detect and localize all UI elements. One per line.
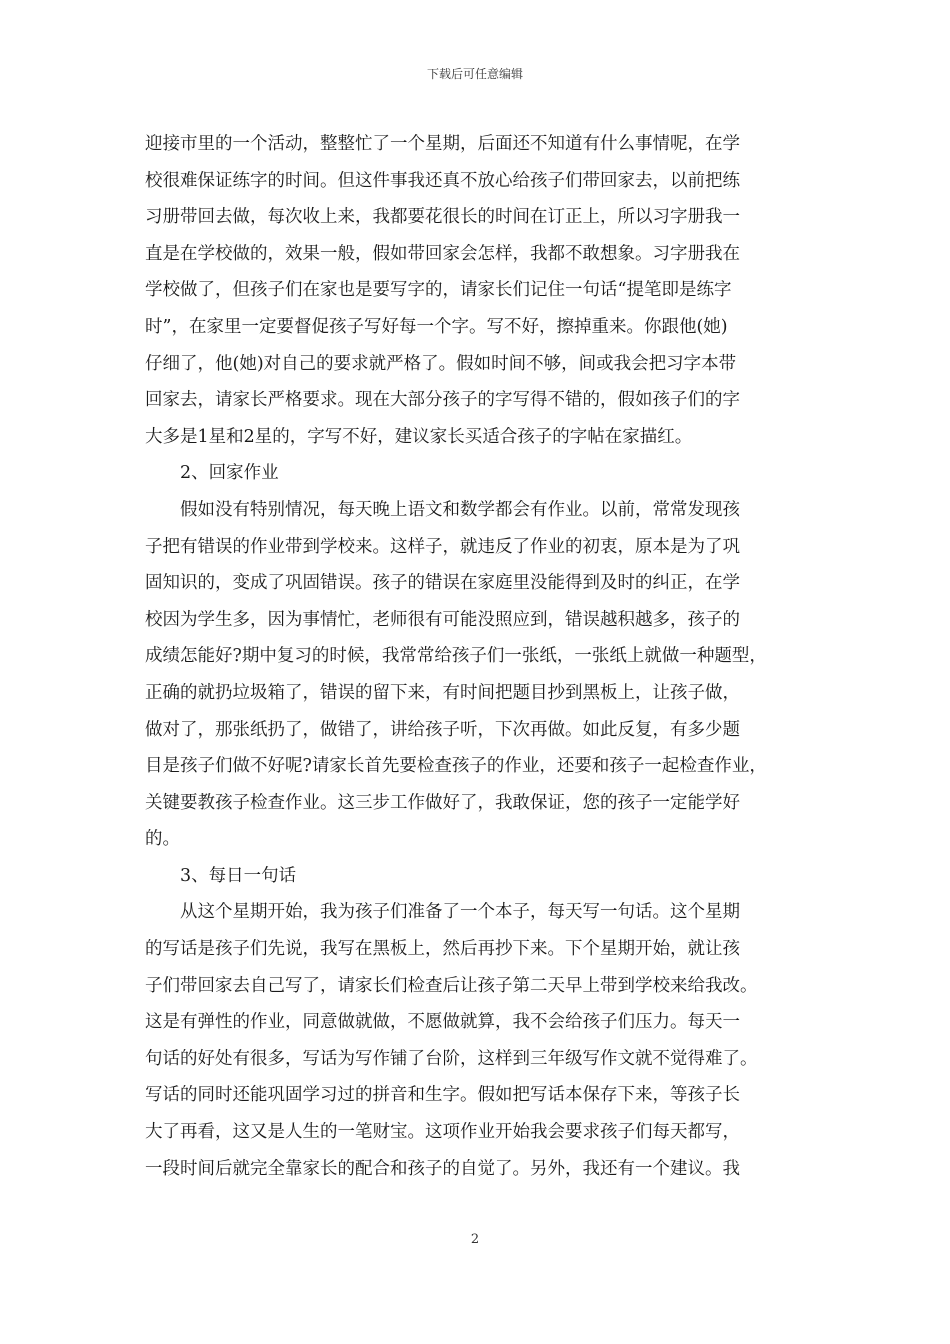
text-line: 校很难保证练字的时间。但这件事我还真不放心给孩子们带回家去，以前把练 xyxy=(145,170,740,191)
text-line: 学校做了，但孩子们在家也是要写字的，请家长们记住一句话“提笔即是练字 xyxy=(145,280,732,301)
text-line: 做对了，那张纸扔了，做错了，讲给孩子听，下次再做。如此反复，有多少题 xyxy=(145,719,740,740)
text-line: 假如没有特别情况，每天晚上语文和数学都会有作业。以前，常常发现孩 xyxy=(180,499,740,520)
text-line: 目是孩子们做不好呢?请家长首先要检查孩子的作业，还要和孩子一起检查作业， xyxy=(145,756,767,777)
text-line: 正确的就扔垃圾箱了，错误的留下来，有时间把题目抄到黑板上，让孩子做， xyxy=(145,682,740,703)
text-line: 回家去，请家长严格要求。现在大部分孩子的字写得不错的，假如孩子们的字 xyxy=(145,390,740,411)
text-line: 句话的好处有很多，写话为写作铺了台阶，这样到三年级写作文就不觉得难了。 xyxy=(145,1048,758,1069)
paragraph-1 xyxy=(145,126,805,455)
text-line: 仔细了，他(她)对自己的要求就严格了。假如时间不够，间或我会把习字本带 xyxy=(145,353,737,374)
page-number: 2 xyxy=(470,1232,480,1247)
text-line: 时”，在家里一定要督促孩子写好每一个字。写不好，擦掉重来。你跟他(她) xyxy=(145,316,728,337)
text-line: 一段时间后就完全靠家长的配合和孩子的自觉了。另外，我还有一个建议。我 xyxy=(145,1158,740,1179)
text-line: 写话的同时还能巩固学习过的拼音和生字。假如把写话本保存下来，等孩子长 xyxy=(145,1085,740,1106)
text-line: 直是在学校做的，效果一般，假如带回家会怎样，我都不敢想象。习字册我在 xyxy=(145,243,740,264)
text-line: 关键要教孩子检查作业。这三步工作做好了，我敢保证，您的孩子一定能学好 xyxy=(145,792,740,813)
text-line: 成绩怎能好?期中复习的时候，我常常给孩子们一张纸，一张纸上就做一种题型， xyxy=(145,646,767,667)
text-line: 子们带回家去自己写了，请家长们检查后让孩子第二天早上带到学校来给我改。 xyxy=(145,975,758,996)
text-line: 子把有错误的作业带到学校来。这样子，就违反了作业的初衷，原本是为了巩 xyxy=(145,536,740,557)
text-line: 大多是1星和2星的，字写不好，建议家长买适合孩子的字帖在家描红。 xyxy=(145,426,693,447)
text-line: 习册带回去做，每次收上来，我都要花很长的时间在订正上，所以习字册我一 xyxy=(145,207,740,228)
page-header: 下载后可任意编辑 xyxy=(426,67,523,81)
text-line: 的。 xyxy=(145,829,180,850)
text-line: 的写话是孩子们先说，我写在黑板上，然后再抄下来。下个星期开始，就让孩 xyxy=(145,939,740,960)
paragraph-2 xyxy=(145,492,805,858)
section-heading-daily-sentence: 3、每日一句话 xyxy=(180,865,297,886)
text-line: 固知识的，变成了巩固错误。孩子的错误在家庭里没能得到及时的纠正，在学 xyxy=(145,573,740,594)
paragraph-3 xyxy=(145,894,805,1187)
text-line: 校因为学生多，因为事情忙，老师很有可能没照应到，错误越积越多，孩子的 xyxy=(145,609,740,630)
text-line: 从这个星期开始，我为孩子们准备了一个本子，每天写一句话。这个星期 xyxy=(180,902,740,923)
text-line: 大了再看，这又是人生的一笔财宝。这项作业开始我会要求孩子们每天都写， xyxy=(145,1122,740,1143)
document-body xyxy=(145,126,805,1187)
section-heading-homework: 2、回家作业 xyxy=(180,463,279,484)
text-line: 这是有弹性的作业，同意做就做，不愿做就算，我不会给孩子们压力。每天一 xyxy=(145,1012,740,1033)
text-line: 迎接市里的一个活动，整整忙了一个星期，后面还不知道有什么事情呢，在学 xyxy=(145,134,740,154)
